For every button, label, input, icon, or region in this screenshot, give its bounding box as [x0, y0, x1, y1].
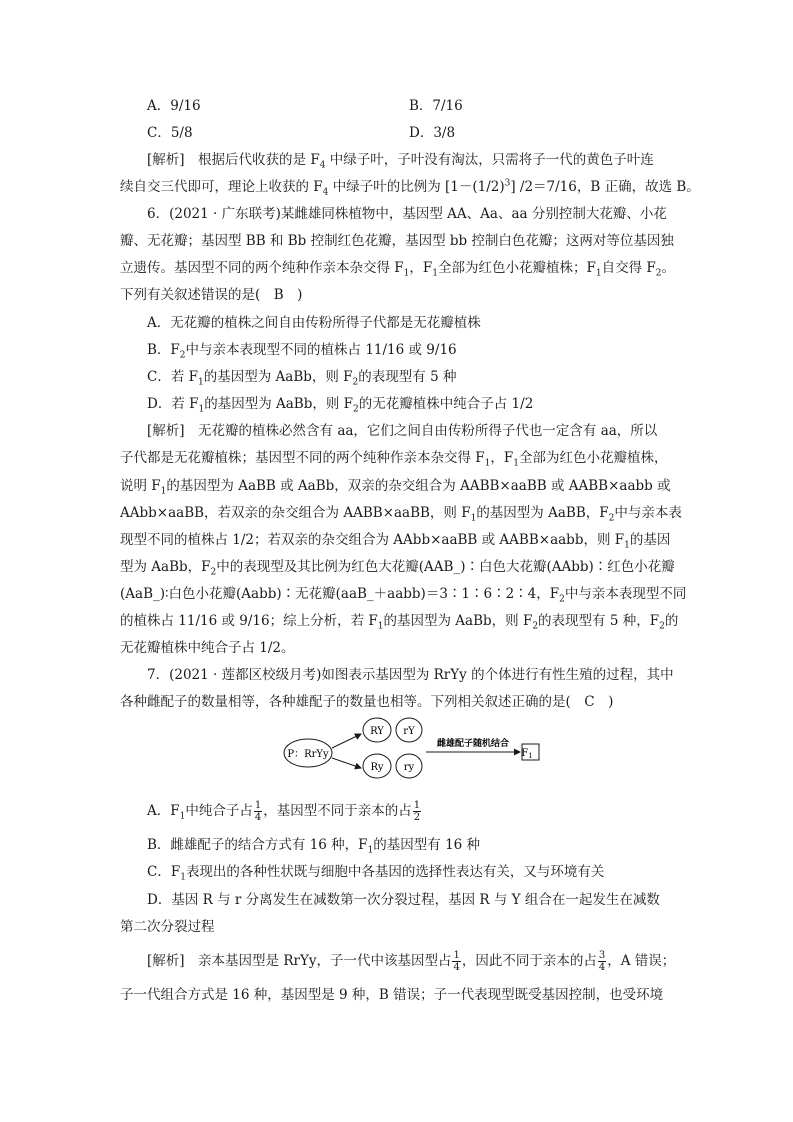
q5-option-c: C．5/8 [147, 125, 193, 141]
q6-explanation-line-5: 现型不同的植株占 1/2；若双亲的杂交组合为 AAbb×aaBB 或 AABB×aabb，则 $F_1$的基因 [120, 532, 671, 551]
q6-stem-line-3: 立遗传。基因型不同的两个纯种作亲本杂交得 $F_1$，$F_1$全部为红色小花瓣植株；$F_1$自交得 $F_2$。 [120, 260, 676, 279]
fraction-one-quarter-explanation: $\frac{1}{4}$ [453, 950, 460, 973]
q5-explanation-line-2: 续自交三代即可，理论上收获的 $F_4$ 中绿子叶的比例为 $[1-(1/2)^3]$ /2＝7/16，B 正确，故选 B。 [120, 178, 700, 198]
q6-stem-line-4: 下列有关叙述错误的是( B ) [120, 287, 303, 303]
q5-option-d: D．3/8 [409, 125, 456, 141]
q6-explanation-line-8: 的植株占 11/16 或 9/16；综上分析，若 $F_1$的基因型为 AaBb，则 $F_2$的表现型有 5 种，$F_2$的 [120, 613, 679, 632]
gamete-diagram [283, 716, 543, 782]
q7-option-b: B．雌雄配子的结合方式有 16 种，$F_1$的基因型有 16 种 [147, 837, 481, 856]
gamete-rY-label: rY [403, 726, 415, 737]
q6-option-d: D．若 $F_1$的基因型为 AaBb，则 $F_2$的无花瓣植株中纯合子占 1/2 [147, 396, 534, 415]
fraction-three-quarters: $\frac{3}{4}$ [598, 950, 606, 973]
q7-option-d-line-1: D．基因 R 与 r 分离发生在减数第一次分裂过程，基因 R 与 Y 组合在一起发生在减数 [147, 892, 660, 908]
arrow-label: 雌雄配子随机结合 [436, 739, 510, 749]
q7-stem-line-2: 各种雌配子的数量相等，各种雄配子的数量也相等。下列相关叙述正确的是( C ) [120, 694, 614, 710]
q6-explanation-line-2: 子代都是无花瓣植株；基因型不同的两个纯种作亲本杂交得 $F_1$，$F_1$全部为红色小花瓣植株， [120, 450, 668, 469]
q5-explanation-line-1: [解析] 根据后代收获的是 $F_4$ 中绿子叶，子叶没有淘汰，只需将子一代的黄色子叶连 [147, 152, 654, 171]
q7-stem-line-1: 7．(2021 · 莲都区校级月考)如图表示基因型为 RrYy 的个体进行有性生殖的过程，其中 [147, 667, 674, 683]
q6-option-c: C．若 $F_1$的基因型为 AaBb，则 $F_2$的表现型有 5 种 [147, 369, 457, 388]
q7-option-a: A．$F_1$中纯合子占 $\frac{1}{4}$ ，基因型不同于亲本的占 $\frac{1}{2}$ [147, 800, 421, 823]
gamete-RY-label: RY [370, 726, 384, 737]
q6-explanation-line-6: 型为 AaBb，$F_2$中的表现型及其比例为红色大花瓣(AAB_)∶白色大花瓣(AAbb)∶红色小花瓣 [120, 559, 675, 578]
q6-explanation-line-1: [解析] 无花瓣的植株必然含有 aa，它们之间自由传粉所得子代也一定含有 aa，所以 [147, 423, 658, 439]
q7-explanation-line-1: [解析] 亲本基因型是 RrYy，子一代中该基因型占 $\frac{1}{4}$ ，因此不同于亲本的占 $\frac{3}{4}$ ，A 错误； [147, 950, 676, 973]
q6-explanation-line-3: 说明 $F_1$的基因型为 AaBB 或 AaBb，双亲的杂交组合为 AABB×aaBB 或 AABB×aabb 或 [120, 478, 671, 497]
q6-stem-line-1: 6．(2021 · 广东联考)某雌雄同株植物中，基因型 AA、Aa、aa 分别控制大花瓣、小花 [147, 206, 667, 222]
q6-option-b: B．$F_2$中与亲本表现型不同的植株占 11/16 或 9/16 [147, 342, 457, 361]
q7-explanation-line-2: 子一代组合方式是 16 种，基因型是 9 种，B 错误；子一代表现型既受基因控制，也受环境 [120, 987, 664, 1003]
q6-explanation-line-7: (AaB_)∶白色小花瓣(Aabb)∶无花瓣(aaB_＋aabb)＝3∶1∶6∶2∶4，$F_2$中与亲本表现型不同 [120, 586, 687, 605]
q6-option-a: A．无花瓣的植株之间自由传粉所得子代都是无花瓣植株 [147, 315, 481, 331]
fraction-one-quarter: $\frac{1}{4}$ [254, 800, 262, 823]
q7-option-c: C．$F_1$表现出的各种性状既与细胞中各基因的选择性表达有关，又与环境有关 [147, 864, 605, 883]
gamete-ry-label: ry [403, 762, 415, 773]
q5-option-b: B．7/16 [409, 98, 463, 114]
q6-explanation-line-9: 无花瓣植株中纯合子占 1/2。 [120, 640, 295, 656]
q6-explanation-line-4: AAbb×aaBB，若双亲的杂交组合为 AABB×aaBB，则 $F_1$的基因型为 AaBB，$F_2$中与亲本表 [120, 505, 682, 524]
q5-option-a: A．9/16 [147, 98, 201, 114]
arrow-to-upper-gametes [332, 734, 361, 748]
q7-option-d-line-2: 第二次分裂过程 [120, 919, 215, 935]
arrow-to-lower-gametes [332, 758, 361, 768]
gamete-Ry-label: Ry [370, 762, 384, 773]
q6-stem-line-2: 瓣、无花瓣；基因型 BB 和 Bb 控制红色花瓣，基因型 bb 控制白色花瓣；这两对等位基因独 [120, 233, 674, 249]
f1-label: $F_1$ [521, 748, 533, 760]
fraction-one-half: $\frac{1}{2}$ [413, 800, 421, 823]
parent-label: P：RrYy [287, 749, 329, 760]
